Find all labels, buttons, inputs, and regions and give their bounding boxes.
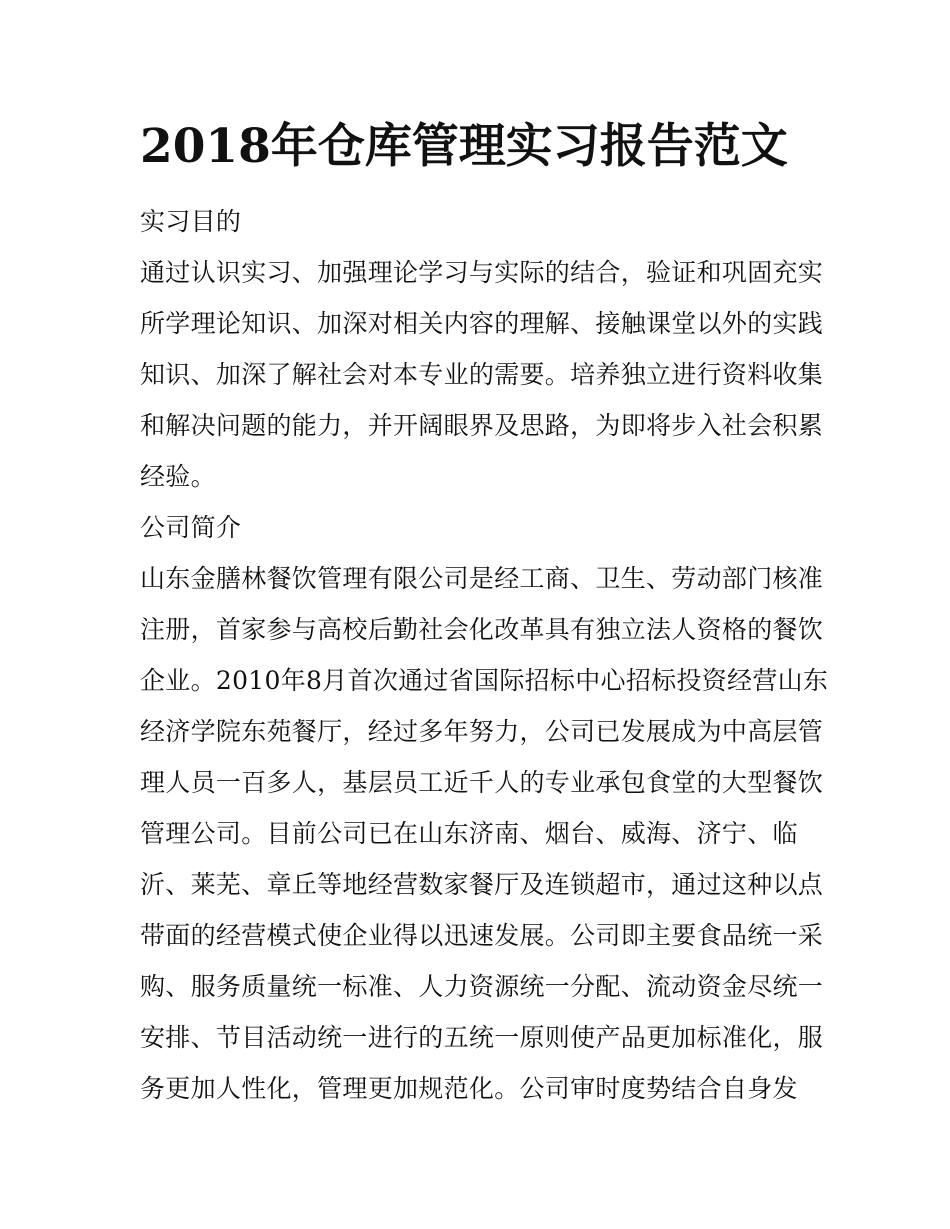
paragraph-line: 知识、加深了解社会对本专业的需要。培养独立进行资料收集 (140, 360, 824, 389)
paragraph-line: 管理公司。目前公司已在山东济南、烟台、威海、济宁、临 (140, 819, 798, 848)
document-title: 2018年仓库管理实习报告范文 (140, 119, 788, 174)
paragraph-line: 注册，首家参与高校后勤社会化改革具有独立法人资格的餐饮 (140, 615, 824, 644)
section-heading-company-profile: 公司简介 (140, 513, 242, 542)
paragraph-line: 安排、节目活动统一进行的五统一原则使产品更加标准化，服 (140, 1023, 824, 1052)
paragraph-line: 所学理论知识、加深对相关内容的理解、接触课堂以外的实践 (140, 309, 824, 338)
paragraph-line: 经验。 (140, 462, 216, 491)
paragraph-line: 通过认识实习、加强理论学习与实际的结合，验证和巩固充实 (140, 258, 824, 287)
section-heading-internship-purpose: 实习目的 (140, 207, 242, 236)
paragraph-line: 理人员一百多人，基层员工近千人的专业承包食堂的大型餐饮 (140, 768, 824, 797)
paragraph-line: 经济学院东苑餐厅，经过多年努力，公司已发展成为中高层管 (140, 717, 824, 746)
paragraph-line: 带面的经营模式使企业得以迅速发展。公司即主要食品统一采 (140, 921, 824, 950)
paragraph-line: 务更加人性化，管理更加规范化。公司审时度势结合自身发 (140, 1074, 798, 1103)
paragraph-line: 购、服务质量统一标准、人力资源统一分配、流动资金尽统一 (140, 972, 824, 1001)
paragraph-line: 山东金膳林餐饮管理有限公司是经工商、卫生、劳动部门核准 (140, 564, 824, 593)
paragraph-line: 和解决问题的能力，并开阔眼界及思路，为即将步入社会积累 (140, 411, 824, 440)
paragraph-line: 企业。2010年8月首次通过省国际招标中心招标投资经营山东 (140, 666, 829, 695)
paragraph-line: 沂、莱芜、章丘等地经营数家餐厅及连锁超市，通过这种以点 (140, 870, 824, 899)
